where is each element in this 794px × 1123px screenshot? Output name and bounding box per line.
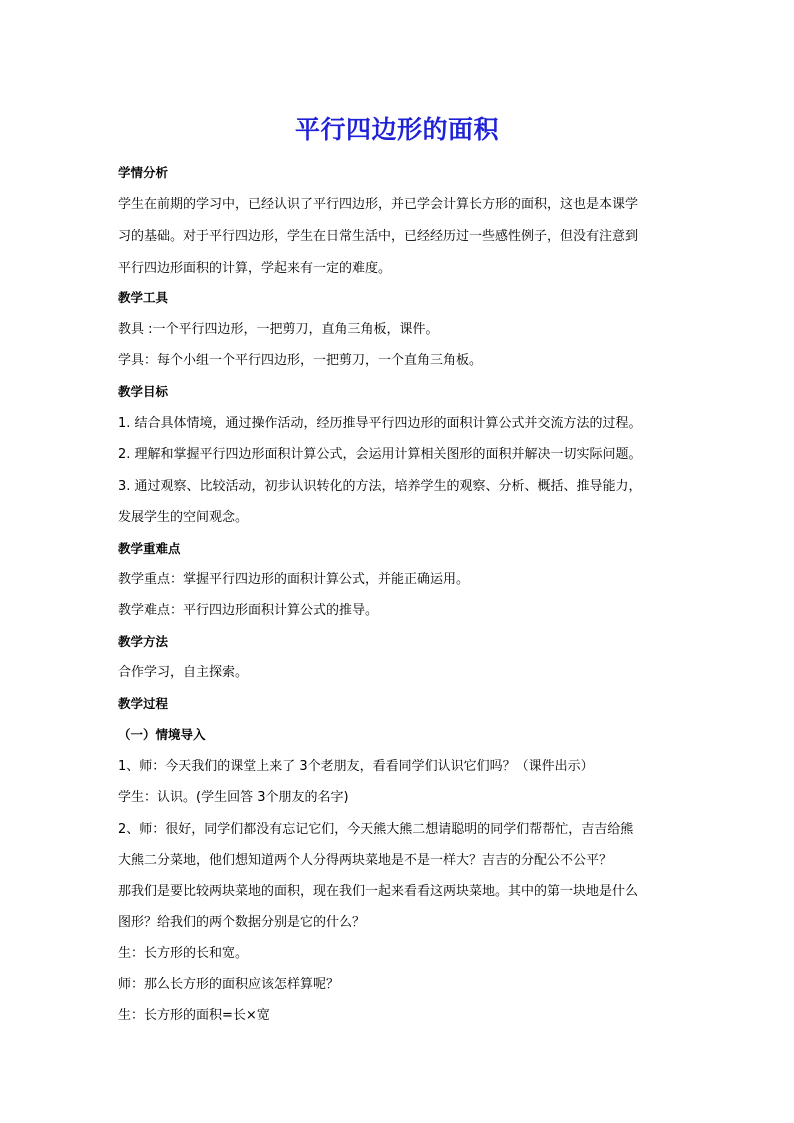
section-heading-objectives: 教学目标 <box>118 384 169 399</box>
paragraph-line: 师：那么长方形的面积应该怎样算呢？ <box>118 977 340 992</box>
paragraph-line: 图形？给我们的两个数据分别是它的什么？ <box>118 915 366 930</box>
section-heading-analysis: 学情分析 <box>118 165 169 180</box>
sub-heading-intro: （一）情境导入 <box>118 727 206 742</box>
section-heading-keypoints: 教学重难点 <box>118 541 181 556</box>
section-heading-methods: 教学方法 <box>118 634 169 649</box>
paragraph-line: 教学难点：平行四边形面积计算公式的推导。 <box>118 603 379 618</box>
paragraph-line: 发展学生的空间观念。 <box>118 510 249 525</box>
paragraph-line: 合作学习，自主探索。 <box>118 665 249 680</box>
paragraph-line: 生：长方形的面积=长×宽 <box>118 1008 270 1023</box>
paragraph-line: 2、师：很好，同学们都没有忘记它们，今天熊大熊二想请聪明的同学们帮帮忙，吉吉给熊 <box>118 822 634 837</box>
paragraph-line: 1、师：今天我们的课堂上来了 3个老朋友，看看同学们认识它们吗？（课件出示） <box>118 759 594 774</box>
paragraph-line: 2. 理解和掌握平行四边形面积计算公式，会运用计算相关图形的面积并解决一切实际问题。 <box>118 447 642 462</box>
paragraph-line: 那我们是要比较两块菜地的面积，现在我们一起来看看这两块菜地。其中的第一块地是什么 <box>118 884 639 899</box>
paragraph-line: 1. 结合具体情境，通过操作活动，经历推导平行四边形的面积计算公式并交流方法的过程。 <box>118 416 642 431</box>
paragraph-line: 学具：每个小组一个平行四边形，一把剪刀，一个直角三角板。 <box>118 353 483 368</box>
paragraph-line: 大熊二分菜地，他们想知道两个人分得两块菜地是不是一样大？吉吉的分配公不公平？ <box>118 853 613 868</box>
paragraph-line: 学生在前期的学习中，已经认识了平行四边形，并已学会计算长方形的面积，这也是本课学 <box>118 197 639 212</box>
section-heading-process: 教学过程 <box>118 696 169 711</box>
document-title: 平行四边形的面积 <box>294 115 499 144</box>
paragraph-line: 教学重点：掌握平行四边形的面积计算公式，并能正确运用。 <box>118 572 470 587</box>
paragraph-line: 教具 :一个平行四边形，一把剪刀，直角三角板，课件。 <box>118 322 439 337</box>
paragraph-line: 平行四边形面积的计算，学起来有一定的难度。 <box>118 261 392 276</box>
paragraph-line: 生：长方形的长和宽。 <box>118 946 249 961</box>
paragraph-line: 习的基础。对于平行四边形，学生在日常生活中，已经经历过一些感性例子，但没有注意到 <box>118 229 639 244</box>
section-heading-tools: 教学工具 <box>118 290 169 305</box>
paragraph-line: 3. 通过观察、比较活动，初步认识转化的方法，培养学生的观察、分析、概括、推导能力， <box>118 479 642 494</box>
paragraph-line: 学生：认识。(学生回答 3个朋友的名字) <box>118 790 349 805</box>
